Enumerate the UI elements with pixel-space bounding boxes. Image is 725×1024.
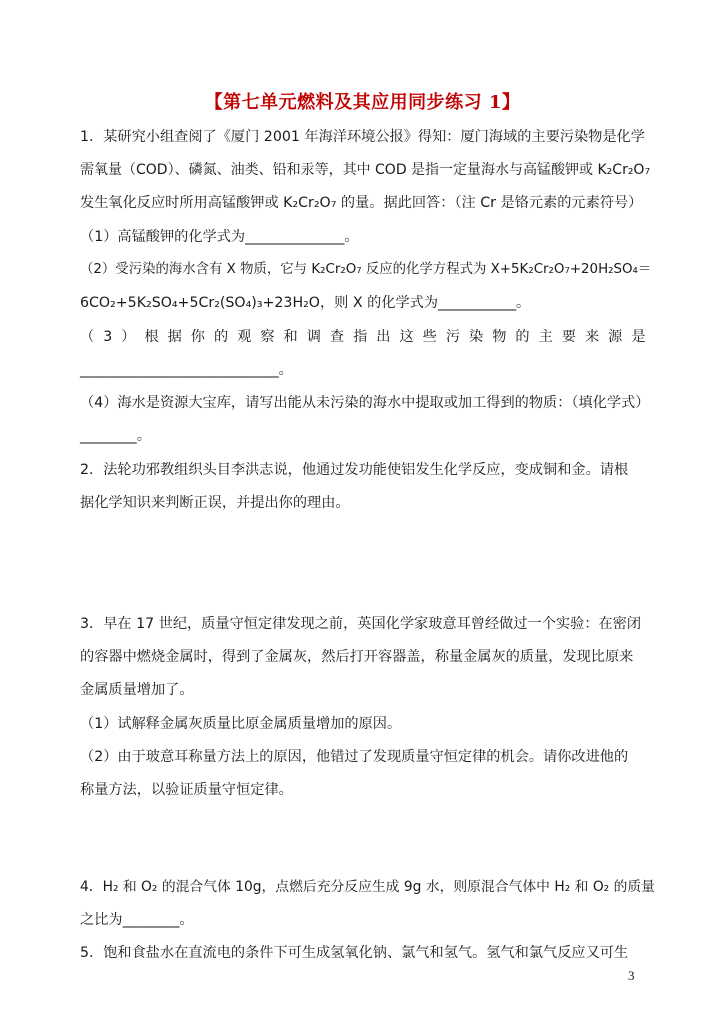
q1-sub4-blank: ________。 — [80, 428, 151, 444]
q1-sub2-line-1: （2）受污染的海水含有 X 物质，它与 K₂Cr₂O₇ 反应的化学方程式为 X+5K₂Cr₂O₇+20H₂SO₄＝ — [80, 262, 652, 277]
q1-sub4-line-1: （4）海水是资源大宝库，请写出能从未污染的海水中提取或加工得到的物质：（填化学式） — [80, 395, 650, 411]
q3-line-3: 金属质量增加了。 — [80, 682, 194, 698]
q3-line-1: 3．早在 17 世纪，质量守恒定律发现之前，英国化学家玻意耳曾经做过一个实验：在密闭 — [80, 616, 642, 632]
q1-sub3-blank: ____________________________。 — [80, 362, 293, 378]
q1-line-1: 1．某研究小组查阅了《厦门 2001 年海洋环境公报》得知：厦门海域的主要污染物是化学 — [80, 129, 645, 145]
q1-sub2-line-2: 6CO₂+5K₂SO₄+5Cr₂(SO₄)₃+23H₂O，则 X 的化学式为___________。 — [80, 295, 531, 311]
q1-line-3: 发生氧化反应时所用高锰酸钾或 K₂Cr₂O₇ 的量。据此回答：（注 Cr 是铬元素的元素符号） — [80, 195, 643, 211]
page-number: 3 — [628, 968, 635, 983]
q4-line-1: 4．H₂ 和 O₂ 的混合气体 10g，点燃后充分反应生成 9g 水，则原混合气体中 H₂ 和 O₂ 的质量 — [80, 879, 655, 895]
q5-line-1: 5．饱和食盐水在直流电的条件下可生成氢氧化钠、氯气和氢气。氢气和氯气反应又可生 — [80, 945, 629, 961]
q1-sub1: （1）高锰酸钾的化学式为______________。 — [80, 229, 359, 245]
q2-line-2: 据化学知识来判断正误，并提出你的理由。 — [80, 495, 350, 511]
q3-sub1: （1）试解释金属灰质量比原金属质量增加的原因。 — [80, 716, 402, 732]
q2-line-1: 2．法轮功邪教组织头目李洪志说，他通过发功能使铝发生化学反应，变成铜和金。请根 — [80, 462, 629, 478]
q3-sub2-line-2: 称量方法，以验证质量守恒定律。 — [80, 782, 293, 798]
q3-line-2: 的容器中燃烧金属时，得到了金属灰，然后打开容器盖，称量金属灰的质量，发现比原来 — [80, 649, 634, 665]
q3-sub2-line-1: （2）由于玻意耳称量方法上的原因，他错过了发现质量守恒定律的机会。请你改进他的 — [80, 749, 629, 765]
q1-line-2: 需氧量（COD）、磷氮、油类、铅和汞等，其中 COD 是指一定量海水与高锰酸钾或 K₂Cr₂O₇ — [80, 162, 651, 178]
q1-sub3-line-1: （3）根据你的观察和调查指出这些污染物的主要来源是 — [80, 329, 655, 345]
q4-line-2: 之比为________。 — [80, 912, 194, 928]
page-title: 【第七单元燃料及其应用同步练习 1】 — [204, 92, 521, 113]
